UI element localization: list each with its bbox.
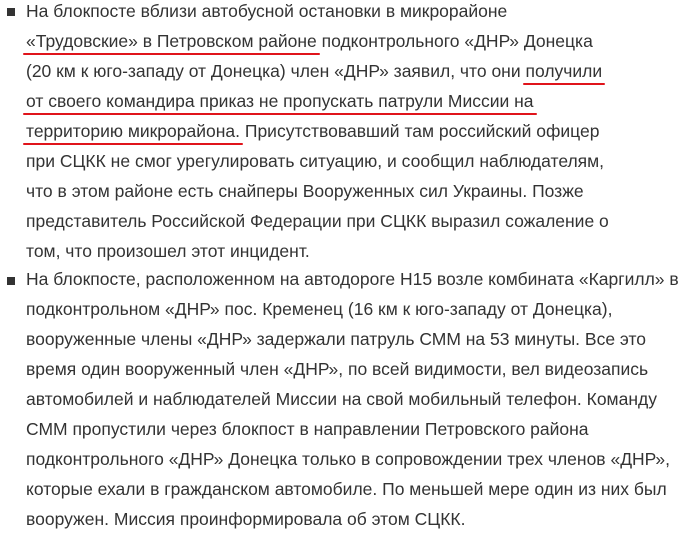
text-line: вооруженные члены «ДНР» задержали патруль СММ на 53 минуты. Все это bbox=[26, 329, 647, 349]
text-line: вооружен. Миссия проинформировала об этом СЦКК. bbox=[26, 509, 466, 529]
paragraph-text bbox=[26, 0, 694, 266]
square-bullet-icon bbox=[7, 8, 15, 16]
highlight-underline: территорию микрорайона. bbox=[26, 121, 240, 141]
text-line: территорию микрорайона. Присутствовавший там российский офицер bbox=[26, 121, 600, 141]
text-line: подконтрольном «ДНР» пос. Кременец (16 км к юго-западу от Донецка), bbox=[26, 299, 613, 319]
text-line: при СЦКК не смог урегулировать ситуацию, и сообщил наблюдателям, bbox=[26, 151, 605, 171]
text-line: На блокпосте, расположенном на автодороге Н15 возле комбината «Каргилл» в bbox=[26, 269, 679, 289]
text-line: представитель Российской Федерации при СЦКК выразил сожаление о bbox=[26, 211, 609, 231]
text-line bbox=[26, 86, 694, 116]
highlight-underline: «Трудовские» в Петровском районе bbox=[26, 31, 317, 51]
text-line: На блокпосте вблизи автобусной остановки в микрорайоне bbox=[26, 1, 508, 21]
text-line: «Трудовские» в Петровском районе подконтрольного «ДНР» Донецка bbox=[26, 31, 593, 51]
text-line: что в этом районе есть снайперы Вооруженных сил Украины. Позже bbox=[26, 181, 584, 201]
text-line: том, что произошел этот инцидент. bbox=[26, 241, 310, 261]
text-line: подконтрольного «ДНР» Донецка только в сопровождении трех членов «ДНР», bbox=[26, 449, 670, 469]
paragraph-text bbox=[26, 264, 694, 534]
highlight-underline: от своего командира приказ не пропускать патрули Миссии на bbox=[26, 91, 534, 111]
text-line: (20 км к юго-западу от Донецка) член «ДНР» заявил, что они получили bbox=[26, 61, 603, 81]
square-bullet-icon bbox=[7, 277, 15, 285]
highlight-underline: получили bbox=[525, 61, 603, 81]
text-line: СММ пропустили через блокпост в направлении Петровского района bbox=[26, 419, 589, 439]
text-line: время один вооруженный член «ДНР», по всей видимости, вел видеозапись bbox=[26, 359, 649, 379]
text-line: которые ехали в гражданском автомобиле. По меньшей мере один из них был bbox=[26, 479, 667, 499]
text-line: автомобилей и наблюдателей Миссии на свой мобильный телефон. Команду bbox=[26, 389, 657, 409]
